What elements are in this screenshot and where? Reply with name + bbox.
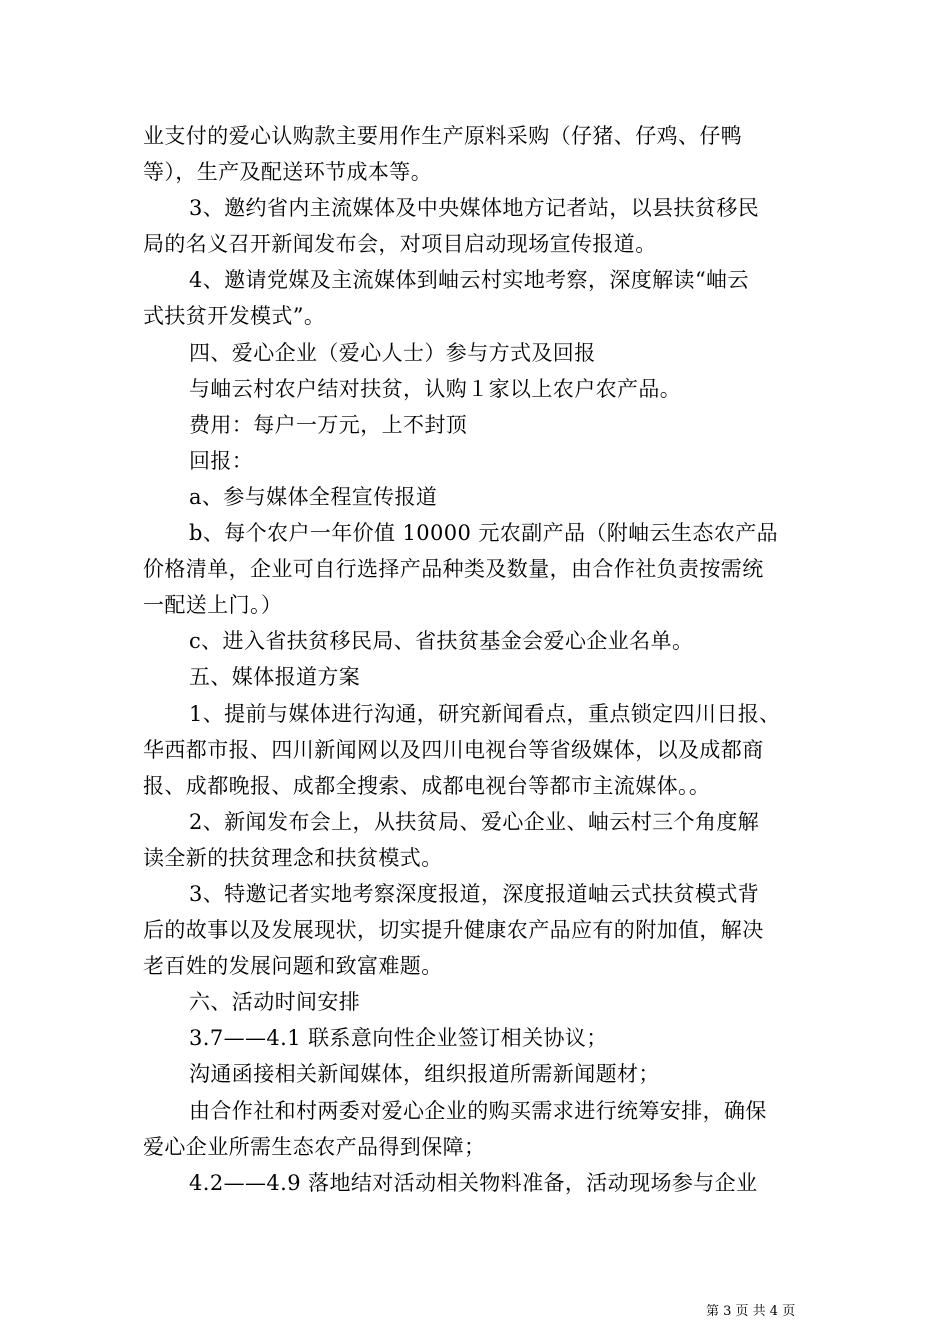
text-line: 3、邀约省内主流媒体及中央媒体地方记者站，以县扶贫移民	[189, 196, 760, 221]
text-line: 3.7——4.1 联系意向性企业签订相关协议；	[189, 1026, 608, 1051]
text-line: 式扶贫开发模式”。	[143, 304, 326, 329]
text-line: 业支付的爱心认购款主要用作生产原料采购（仔猪、仔鸡、仔鸭	[143, 124, 743, 148]
text-line: 4、邀请党媒及主流媒体到岫云村实地考察，深度解读“岫云	[189, 268, 749, 293]
text-line: 华西都市报、四川新闻网以及四川电视台等省级媒体，以及成都商	[143, 737, 764, 762]
text-line: 与岫云村农户结对扶贫，认购１家以上农户农产品。	[189, 376, 682, 401]
text-line: 一配送上门。）	[143, 593, 283, 618]
text-line: 2、新闻发布会上，从扶贫局、爱心企业、岫云村三个角度解	[189, 809, 760, 834]
text-line: a、参与媒体全程宣传报道	[189, 484, 438, 509]
text-line: 价格清单，企业可自行选择产品种类及数量，由合作社负责按需统	[143, 557, 764, 582]
text-line: 3、特邀记者实地考察深度报道，深度报道岫云式扶贫模式背	[189, 881, 760, 906]
text-line: 由合作社和村两委对爱心企业的购买需求进行统筹安排，确保	[189, 1098, 767, 1123]
text-line: 五、媒体报道方案	[189, 665, 361, 690]
text-line: 后的故事以及发展现状，切实提升健康农产品应有的附加值，解决	[143, 918, 764, 943]
text-line: 四、爱心企业（爱心人士）参与方式及回报	[189, 340, 596, 365]
text-line: 等），生产及配送环节成本等。	[143, 160, 433, 185]
text-line: 爱心企业所需生态农产品得到保障；	[143, 1134, 486, 1159]
text-line: 1、提前与媒体进行沟通，研究新闻看点，重点锁定四川日报、	[189, 701, 781, 726]
text-line: c、进入省扶贫移民局、省扶贫基金会爱心企业名单。	[189, 629, 694, 654]
text-line: 老百姓的发展问题和致富难题。	[143, 954, 443, 979]
text-line: 回报：	[189, 448, 254, 473]
page-number: 第 3 页 共 4 页	[706, 1304, 796, 1319]
text-line: 费用：每户一万元，上不封顶	[189, 412, 468, 437]
text-line: 局的名义召开新闻发布会，对项目启动现场宣传报道。	[143, 232, 657, 257]
text-line: 六、活动时间安排	[189, 990, 361, 1015]
text-line: 沟通函接相关新闻媒体，组织报道所需新闻题材；	[189, 1062, 660, 1087]
text-line: 4.2——4.9 落地结对活动相关物料准备，活动现场参与企业	[189, 1170, 758, 1195]
text-line: b、每个农户一年价值 10000 元农副产品（附岫云生态农产品	[189, 521, 778, 546]
text-line: 读全新的扶贫理念和扶贫模式。	[143, 845, 443, 870]
text-line: 报、成都晚报、成都全搜索、成都电视台等都市主流媒体。。	[143, 773, 711, 798]
document-body	[143, 118, 843, 1201]
